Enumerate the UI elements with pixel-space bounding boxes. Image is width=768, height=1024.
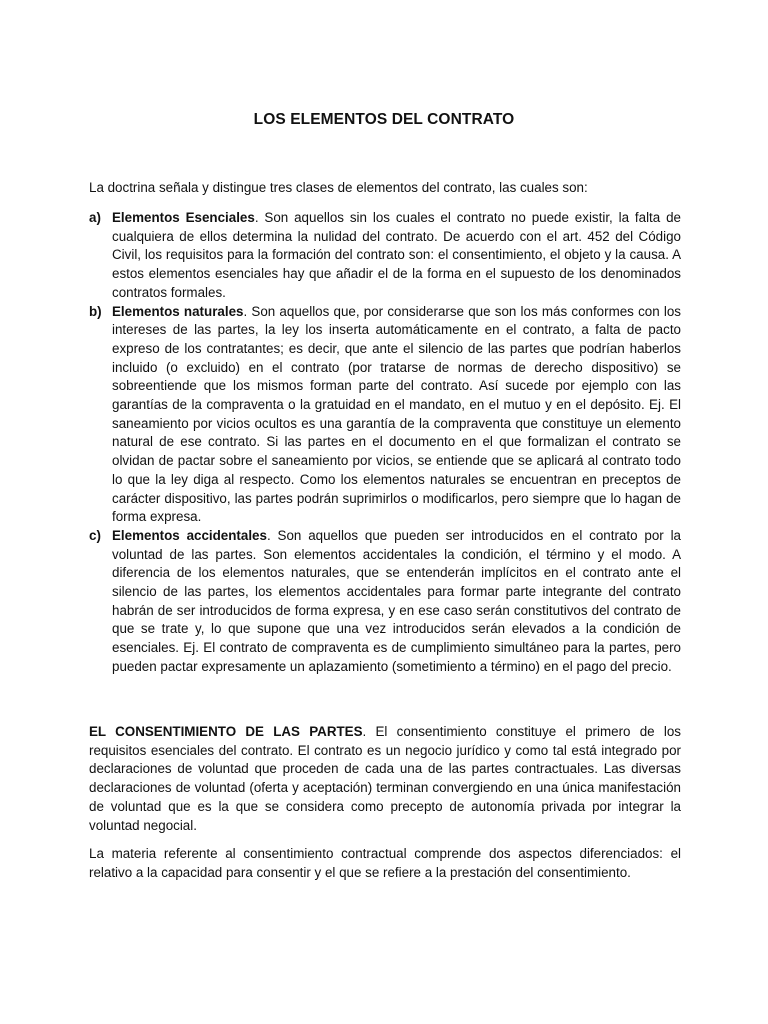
final-paragraph: La materia referente al consentimiento contractual comprende dos aspectos diferenciados: el relativo a la capacidad para consentir y el que se refiere a la prestación del consentimiento. bbox=[89, 846, 681, 880]
consent-heading: EL CONSENTIMIENTO DE LAS PARTES bbox=[89, 724, 363, 739]
list-item-esenciales bbox=[89, 209, 681, 303]
list-marker: b) bbox=[89, 303, 102, 319]
element-term: Elementos accidentales bbox=[112, 527, 267, 543]
list-item-accidentales bbox=[89, 527, 681, 677]
list-marker: c) bbox=[89, 527, 101, 543]
element-term: Elementos Esenciales bbox=[112, 210, 255, 225]
list-item-naturales bbox=[89, 303, 681, 527]
consent-text: . El consentimiento constituye el primero de los requisitos esenciales del contrato. El contrato es un negocio jurídico y como tal está integrado por declaraciones de voluntad que proceden de cada una de las partes contractuales. Las diversas declaraciones de voluntad (oferta y aceptación) terminan convergiendo en una única manifestación de voluntad que es la que se considera como precepto de autonomía privada por integrar la voluntad negocial. bbox=[89, 724, 681, 833]
element-term: Elementos naturales bbox=[112, 303, 244, 319]
intro-paragraph: La doctrina señala y distingue tres clases de elementos del contrato, las cuales son: bbox=[89, 180, 588, 195]
element-description: . Son aquellos que, por considerarse que son los más conformes con los intereses de las partes, la ley los inserta automáticamente en el contrato, a falta de pacto expreso de los contratantes; es decir, que ante el silencio de las partes que podrían haberlos incluido (o excluido) en el contrato (por tratarse de normas de derecho dispositivo) se sobreentiende que los mismos forman parte del contrato. Así sucede por ejemplo con las garantías de la compraventa o la gratuidad en el mandato, en el mutuo y en el depósito. Ej. El saneamiento por vicios ocultos es una garantía de la compraventa que constituye un elemento natural de ese contrato. Si las partes en el documento en el que formalizan el contrato se olvidan de pactar sobre el saneamiento por vicios, se entiende que se aplicará al contrato todo lo que la ley diga al respecto. Como los elementos naturales se encuentran en preceptos de carácter dispositivo, las partes podrán suprimirlos o modificarlos, pero siempre que lo hagan de forma expresa. bbox=[112, 303, 681, 525]
document-title: LOS ELEMENTOS DEL CONTRATO bbox=[253, 111, 515, 128]
list-marker: a) bbox=[89, 210, 101, 225]
consent-paragraph bbox=[89, 723, 681, 835]
elements-list bbox=[89, 209, 681, 677]
element-description: . Son aquellos sin los cuales el contrato no puede existir, la falta de cualquiera de ellos determina la nulidad del contrato. De acuerdo con el art. 452 del Código Civil, los requisitos para la formación del contrato son: el consentimiento, el objeto y la causa. A estos elementos esenciales hay que añadir el de la forma en el supuesto de los denominados contratos formales. bbox=[112, 210, 681, 300]
element-description: . Son aquellos que pueden ser introducidos en el contrato por la voluntad de las partes. Son elementos accidentales la condición, el término y el modo. A diferencia de los elementos naturales, que se entenderán implícitos en el contrato ante el silencio de las partes, los elementos accidentales para formar parte integrante del contrato habrán de ser introducidos de forma expresa, y en ese caso serán constitutivos del contrato de que se trate y, lo que supone que una vez introducidos serán elevados a la condición de esenciales. Ej. El contrato de compraventa es de cumplimiento simultáneo para la partes, pero pueden pactar expresamente un aplazamiento (sometimiento a término) en el pago del precio. bbox=[112, 527, 681, 674]
